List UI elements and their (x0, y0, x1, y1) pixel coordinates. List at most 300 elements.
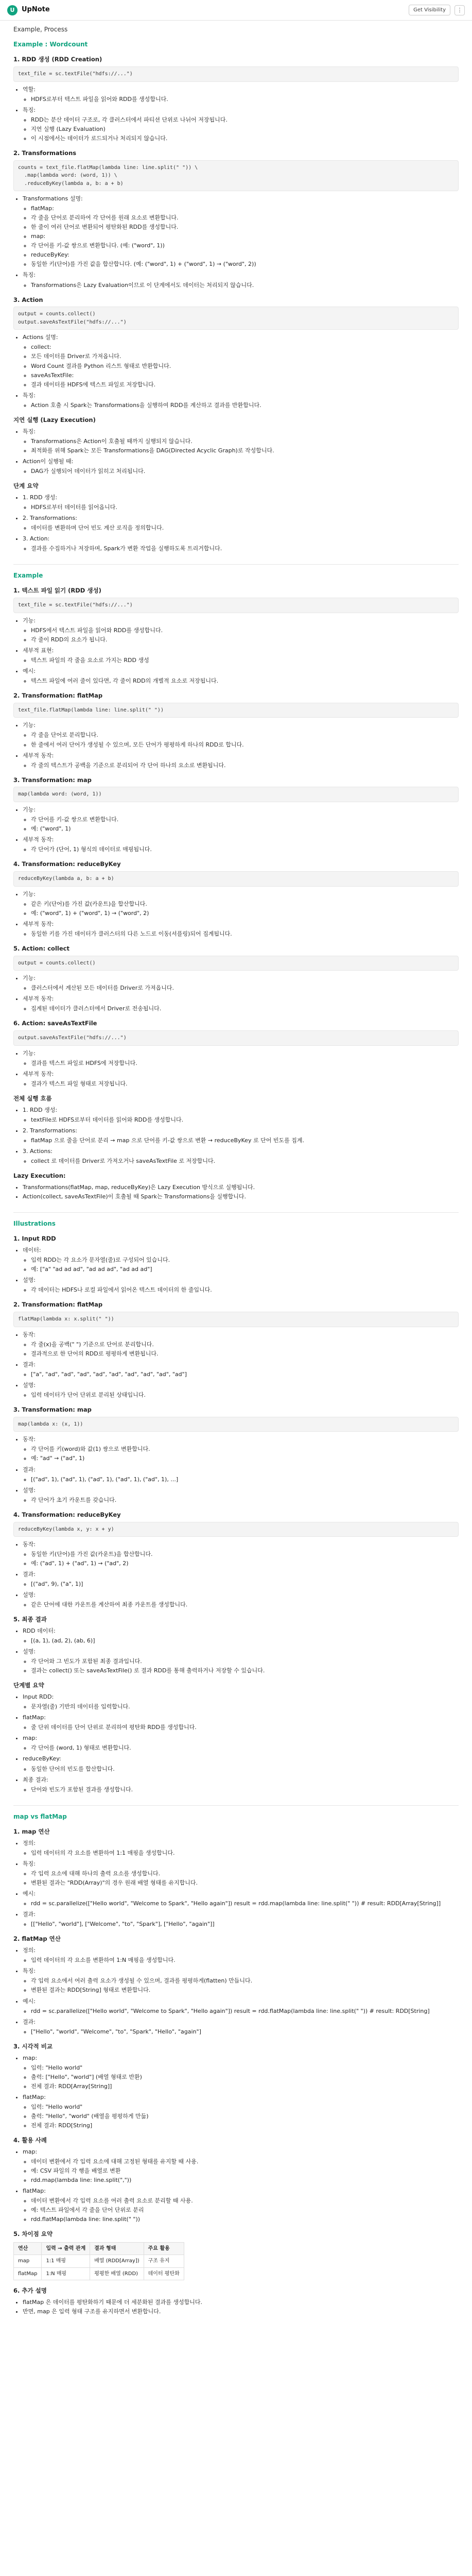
table-cell: 데이터 평탄화 (144, 2267, 184, 2280)
list-item-label: map: (23, 2148, 38, 2155)
section-divider (13, 564, 459, 565)
sub-list-item: ◦ 결과를 텍스트 파일로 HDFS에 저장합니다. (31, 1059, 459, 1067)
list-item (23, 1381, 459, 1399)
list-item-label: 설명: (23, 1486, 36, 1494)
sub-list-item: ◦ 한 줄이 여러 단어로 변환되어 평탄화된 RDD를 생성합니다. (31, 223, 459, 231)
sub-list-item: ◦ 최적화를 위해 Spark는 모든 Transformations을 DAG(Directed Acyclic Graph)로 작성합니다. (31, 446, 459, 455)
list-item (23, 805, 459, 833)
table-header-cell: 입력 → 출력 관계 (42, 2242, 90, 2255)
list-item (23, 1889, 459, 1908)
step-heading: 지연 실행 (Lazy Execution) (13, 416, 96, 423)
bullet-list (13, 805, 459, 854)
sub-list-item: ◦ 입력 데이터가 단어 단위로 분리된 상태입니다. (31, 1391, 459, 1399)
list-item-label: flatMap 은 데이터를 평탄화하기 때문에 더 세분화된 결과를 생성합니다. (23, 2299, 202, 2306)
step-heading: 6. 추가 설명 (13, 2287, 47, 2295)
step-heading: 3. Transformation: map (13, 1406, 92, 1414)
list-item (23, 1246, 459, 1274)
sub-list-item: ◦ 결과를 수집하거나 저장하며, Spark가 변환 작업을 실행하도록 트리거합니다. (31, 544, 459, 553)
sub-list-item: ◦ 각 줄의 텍스트가 공백을 기준으로 분리되어 각 단어 하나의 요소로 변환됩니다. (31, 761, 459, 770)
section-title: Example (13, 571, 43, 579)
sub-list (23, 1115, 459, 1124)
list-item-label: 결과: (23, 1466, 36, 1473)
sub-list (23, 1391, 459, 1399)
bullet-list (13, 1946, 459, 2036)
list-item-label: map: (23, 2054, 38, 2061)
sub-list (23, 1079, 459, 1088)
step-heading: 2. Transformation: flatMap (13, 692, 103, 700)
table-cell: 1:N 매핑 (42, 2267, 90, 2280)
bullet-list (13, 1626, 459, 1675)
sub-list-item: ◦ 각 줄을 단어로 분리하여 각 단어를 원래 요소로 변환합니다. (31, 213, 459, 222)
list-item-label: 3. Actions: (23, 1147, 53, 1155)
sub-list (23, 1496, 459, 1504)
code-block: reduceByKey(lambda x, y: x + y) (13, 1522, 459, 1537)
sub-list-item: ◦ HDFS로부터 텍스트 파일을 읽어와 RDD를 생성합니다. (31, 95, 459, 104)
sub-list (23, 815, 459, 833)
sub-list (23, 626, 459, 644)
bullet-list (13, 1106, 459, 1165)
sub-list-item: ◦ 데이터를 변환하며 단어 빈도 계산 로직을 정의합니다. (31, 523, 459, 532)
list-item (23, 2018, 459, 2036)
list-item (23, 1946, 459, 1964)
list-item (23, 1734, 459, 1752)
bullet-list (13, 616, 459, 685)
sub-list-item: ◦ flatMap 으로 줄을 단어로 분리 → map 으로 단어를 키-값 쌍으로 변환 → reduceByKey 로 단어 빈도를 집계. (31, 1136, 459, 1145)
list-item (23, 194, 459, 268)
list-item-label: RDD 데이터: (23, 1628, 56, 1635)
sub-list (23, 401, 459, 410)
section (13, 571, 459, 1206)
list-item (23, 333, 459, 388)
sub-list-item: ◦ Action 호출 시 Spark는 Transformations을 실행하여 RDD를 계산하고 결과를 반환합니다. (31, 401, 459, 410)
sub-list-item: ◦ [(a, 1), (ad, 2), (ab, 6)] (31, 1636, 459, 1645)
sub-list (23, 1869, 459, 1887)
bullet-list (13, 2054, 459, 2130)
list-item-label: 특징: (23, 106, 36, 113)
list-item (23, 1465, 459, 1484)
sub-list (23, 2196, 459, 2224)
list-item-label: 정의: (23, 1840, 36, 1847)
sub-list-item: ◦ textFile로 HDFS로부터 데이터를 읽어와 RDD를 생성합니다. (31, 1115, 459, 1124)
list-item-label: 반면, map 은 입력 형태 구조를 유지하면서 변환합니다. (23, 2308, 161, 2315)
sub-list-item: ◦ 데이터 변환에서 각 입력 요소에 대해 고정된 형태를 유지할 때 사용. (31, 2157, 459, 2166)
list-item-label: 3. Action: (23, 535, 50, 542)
list-item-label: 1. RDD 생성: (23, 1106, 58, 1113)
sub-list (23, 204, 459, 268)
step-heading: 5. 최종 결과 (13, 1616, 47, 1623)
sub-list (23, 544, 459, 553)
list-item (23, 2187, 459, 2224)
app-brand: UpNote (22, 6, 50, 14)
list-item (23, 1859, 459, 1887)
sub-list (23, 1256, 459, 1274)
sub-list-item: ◦ 결과는 collect() 또는 saveAsTextFile() 로 결과 RDD를 통해 출력하거나 저장할 수 있습니다. (31, 1666, 459, 1675)
sub-list-item: ◦ 각 단어를 키-값 쌍으로 변환합니다. (예: ("word", 1)) (31, 241, 459, 250)
sub-list (23, 1370, 459, 1379)
step-heading: 5. 차이점 요약 (13, 2230, 53, 2238)
sub-list-item: ◦ 각 단어를 키(word)와 값(1) 쌍으로 변환합니다. (31, 1445, 459, 1453)
bullet-list (13, 1049, 459, 1088)
bullet-list (13, 194, 459, 289)
sub-list-item: ◦ [("ad", 9), ("a", 1)] (31, 1580, 459, 1588)
sub-list-item: ◦ rdd.map(lambda line: line.split(",")) (31, 2176, 459, 2184)
share-button[interactable]: Get Visibility (409, 5, 450, 16)
sub-list-item: ◦ reduceByKey: (31, 250, 459, 259)
step-heading: Lazy Execution: (13, 1172, 66, 1179)
sub-list-item: ◦ 전체 결과: RDD[Array[String]] (31, 2082, 459, 2091)
sub-list (23, 1765, 459, 1773)
bullet-list (13, 974, 459, 1013)
list-item (23, 920, 459, 938)
sub-list-item: ◦ 줄 단위 데이터를 단어 단위로 분리하여 평탄화 RDD를 생성합니다. (31, 1723, 459, 1732)
code-block: map(lambda word: (word, 1)) (13, 787, 459, 802)
sub-list (23, 1636, 459, 1645)
sub-list (23, 2063, 459, 2091)
sub-list-item: ◦ 각 입력 요소에서 여러 출력 요소가 생성될 수 있으며, 결과를 평평하게(flatten) 만듭니다. (31, 1976, 459, 1985)
list-item (23, 1570, 459, 1588)
list-item (23, 1106, 459, 1124)
step-heading: 5. Action: collect (13, 944, 69, 952)
table-cell: 1:1 매핑 (42, 2255, 90, 2268)
sub-list-item: ◦ DAG가 실행되어 데이터가 읽히고 처리됩니다. (31, 467, 459, 476)
sub-list (23, 115, 459, 143)
sub-list-item: ◦ 변환된 결과는 "RDD(Array)"의 경우 원래 배열 형태를 유지합니다. (31, 1878, 459, 1887)
list-item (23, 721, 459, 749)
step-heading: 단계별 요약 (13, 1682, 44, 1689)
note-content (0, 21, 472, 2331)
list-item (23, 667, 459, 685)
sub-list-item: ◦ 같은 단어에 대한 카운트를 계산하여 최종 카운트를 생성합니다. (31, 1600, 459, 1609)
sub-list-item: ◦ saveAsTextFile: (31, 371, 459, 380)
list-item (23, 1692, 459, 1711)
comparison-table (13, 2242, 184, 2281)
list-item-label: 예시: (23, 1997, 36, 2005)
page-title: Example, Process (13, 26, 68, 33)
list-item (23, 85, 459, 104)
sub-list-item: ◦ 결과 데이터를 HDFS에 텍스트 파일로 저장합니다. (31, 380, 459, 389)
sub-list-item: ◦ 예: ("word", 1) + ("word", 1) → ("word", 2) (31, 909, 459, 918)
list-item (23, 1754, 459, 1773)
sub-list-item: ◦ 입력 RDD는 각 요소가 문자열(줄)로 구성되어 있습니다. (31, 1256, 459, 1264)
list-item (23, 1839, 459, 1857)
bullet-list (13, 1246, 459, 1294)
list-item (23, 1192, 459, 1201)
list-item-label: 데이터: (23, 1247, 41, 1254)
bullet-list (13, 2147, 459, 2224)
more-icon[interactable]: ⋮ (454, 5, 465, 15)
sub-list (23, 281, 459, 290)
bullet-list (13, 1692, 459, 1793)
sub-list (23, 1580, 459, 1588)
list-item (23, 1276, 459, 1294)
code-block: text_file = sc.textFile("hdfs://...") (13, 598, 459, 613)
list-item (23, 1647, 459, 1675)
list-item (23, 1126, 459, 1145)
table-header-cell: 주요 활용 (144, 2242, 184, 2255)
code-block: output = counts.collect() (13, 956, 459, 971)
sub-list-item: ◦ Transformations은 Lazy Evaluation이므로 이 단계에서도 데이터는 처리되지 않습니다. (31, 281, 459, 290)
sub-list-item: ◦ 변환된 결과는 RDD[String] 형태로 변환합니다. (31, 1986, 459, 1994)
sub-list (23, 523, 459, 532)
list-item-label: 결과: (23, 1571, 36, 1578)
list-item-label: 예시: (23, 668, 36, 675)
sub-list-item: ◦ 동일한 키를 가진 데이터가 클러스터의 다른 노드로 이동(셔플링)되어 집계됩니다. (31, 929, 459, 938)
list-item (23, 1049, 459, 1067)
list-item (23, 457, 459, 476)
sub-list-item: ◦ RDD는 분산 데이터 구조로, 각 클러스터에서 파티션 단위로 나뉘어 저장됩니다. (31, 115, 459, 124)
list-item-label: flatMap: (23, 1714, 46, 1721)
sub-list (23, 2027, 459, 2036)
sub-list (23, 900, 459, 918)
bullet-list (13, 1540, 459, 1609)
bullet-list (13, 1330, 459, 1399)
list-item-label: 1. RDD 생성: (23, 494, 58, 501)
bullet-list (13, 1839, 459, 1928)
bullet-list (13, 493, 459, 553)
code-block: output = counts.collect() output.saveAsTextFile("hdfs://...") (13, 307, 459, 330)
sub-list-item: ◦ rdd = sc.parallelize(["Hello world", "Welcome to Spark", "Hello again"]) result = rdd.flatMap(lambda line: line.split(" ")) # result: RDD[String] (31, 2007, 459, 2015)
sub-list (23, 984, 459, 992)
step-heading: 4. Transformation: reduceByKey (13, 860, 121, 868)
step-heading: 4. 활용 사례 (13, 2136, 47, 2144)
sub-list (23, 95, 459, 104)
step-heading: 2. flatMap 연산 (13, 1935, 61, 1943)
list-item (23, 1910, 459, 1928)
sub-list-item: ◦ 문자열(줄) 기반의 데이터를 입력합니다. (31, 1702, 459, 1711)
sub-list (23, 1285, 459, 1294)
step-heading: 3. Action (13, 296, 43, 303)
sub-list (23, 1743, 459, 1752)
section (13, 1219, 459, 1799)
sub-list-item: ◦ rdd.flatMap(lambda line: line.split(" ")) (31, 2215, 459, 2224)
section-title: Example : Wordcount (13, 40, 88, 48)
list-item-label: flatMap: (23, 2093, 46, 2100)
list-item-label: 설명: (23, 1277, 36, 1284)
sub-list (23, 503, 459, 512)
bullet-list (13, 1435, 459, 1504)
sub-list-item: ◦ 입력: "Hello world" (31, 2103, 459, 2111)
list-item (23, 1713, 459, 1732)
list-item-label: Transformations 설명: (23, 195, 83, 202)
sub-list (23, 1600, 459, 1609)
sub-list (23, 1920, 459, 1928)
table-header-row (14, 2242, 184, 2255)
list-item-label: 세부적 동작: (23, 995, 54, 1003)
sub-list-item: ◦ 집계된 데이터가 클러스터에서 Driver로 전송됩니다. (31, 1004, 459, 1013)
bullet-list (13, 333, 459, 409)
step-heading: 1. RDD 생성 (RDD Creation) (13, 56, 102, 63)
sub-list-item: ◦ Word Count 결과를 Python 리스트 형태로 반환합니다. (31, 362, 459, 370)
list-item (23, 1183, 459, 1192)
code-block: reduceByKey(lambda a, b: a + b) (13, 871, 459, 887)
list-item-label: 동작: (23, 1331, 36, 1338)
sub-list-item: ◦ flatMap: (31, 204, 459, 213)
list-item-label: 특징: (23, 1968, 36, 1975)
sub-list (23, 437, 459, 455)
sub-list-item: ◦ 각 입력 요소에 대해 하나의 출력 요소를 생성합니다. (31, 1869, 459, 1878)
sub-list (23, 467, 459, 476)
sub-list (23, 1849, 459, 1857)
list-item-label: 세부적 동작: (23, 1070, 54, 1077)
table-header-cell: 결과 형태 (90, 2242, 144, 2255)
step-heading: 1. Input RDD (13, 1235, 56, 1243)
table-cell: flatMap (14, 2267, 42, 2280)
sub-list (23, 1004, 459, 1013)
sub-list-item: ◦ 동일한 키(단어)를 가진 값(카운트)을 합산합니다. (31, 1550, 459, 1558)
list-item-label: 역할: (23, 86, 36, 93)
bullet-list (13, 2298, 459, 2316)
sub-list-item: ◦ 결과적으로 한 단어의 RDD로 평평하게 변환됩니다. (31, 1349, 459, 1358)
list-item (23, 1330, 459, 1358)
list-item-label: 예시: (23, 1890, 36, 1897)
sub-list-item: ◦ 한 줄에서 여러 단어가 생성될 수 있으며, 모든 단어가 평평하게 하나의 RDD로 합니다. (31, 740, 459, 749)
list-item-label: 2. Transformations: (23, 1127, 77, 1134)
list-item (23, 2054, 459, 2091)
sub-list-item: ◦ 데이터 변환에서 각 입력 요소를 여러 출력 요소로 분리할 때 사용. (31, 2196, 459, 2205)
sub-list (23, 1785, 459, 1794)
bullet-list (13, 85, 459, 143)
section (13, 1812, 459, 2321)
step-heading: 1. 텍스트 파일 읽기 (RDD 생성) (13, 587, 101, 595)
sub-list-item: ◦ collect 로 데이터를 Driver로 가져오거나 saveAsTextFile 로 저장합니다. (31, 1157, 459, 1165)
sub-list-item: ◦ map: (31, 232, 459, 241)
sections-container (13, 40, 459, 2321)
list-item (23, 2307, 459, 2316)
table-cell: 평평한 배열 (RDD) (90, 2267, 144, 2280)
code-block: flatMap(lambda x: x.split(" ")) (13, 1312, 459, 1327)
list-item-label: 정의: (23, 1947, 36, 1954)
list-item-label: 특징: (23, 428, 36, 435)
table-cell: map (14, 2255, 42, 2268)
step-heading: 4. Transformation: reduceByKey (13, 1511, 121, 1518)
list-item-label: 2. Transformations: (23, 514, 77, 521)
list-item-label: 설명: (23, 1591, 36, 1599)
list-item-label: 기능: (23, 722, 36, 729)
sub-list (23, 1059, 459, 1067)
sub-list (23, 1899, 459, 1908)
table-cell: 배열 (RDD[Array]) (90, 2255, 144, 2268)
sub-list-item: ◦ 예: CSV 파일의 각 행을 배열로 변환 (31, 2166, 459, 2175)
code-block: text_file.flatMap(lambda line: line.split(" ")) (13, 703, 459, 718)
list-item-label: 설명: (23, 1381, 36, 1388)
section (13, 40, 459, 558)
list-item (23, 1435, 459, 1463)
sub-list-item: ◦ 입력 데이터의 각 요소를 변환하여 1:1 매핑을 생성합니다. (31, 1849, 459, 1857)
sub-list-item: ◦ 각 단어를 (word, 1) 형태로 변환합니다. (31, 1743, 459, 1752)
sub-list (23, 2007, 459, 2015)
sub-list-item: ◦ 예: ["a" "ad ad ad", "ad ad ad", "ad ad ad"] (31, 1265, 459, 1274)
bullet-list (13, 1183, 459, 1201)
list-item-label: 세부적 동작: (23, 920, 54, 927)
list-item (23, 1540, 459, 1568)
list-item-label: 설명: (23, 1648, 36, 1655)
sub-list (23, 761, 459, 770)
step-heading: 2. Transformations (13, 149, 77, 157)
app-logo-icon: U (7, 5, 18, 15)
list-item (23, 2298, 459, 2307)
sub-list-item: ◦ 동일한 단어의 빈도를 합산합니다. (31, 1765, 459, 1773)
sub-list-item: ◦ 지연 실행 (Lazy Evaluation) (31, 125, 459, 133)
sub-list (23, 731, 459, 749)
list-item-label: 동작: (23, 1541, 36, 1548)
code-block: counts = text_file.flatMap(lambda line: line.split(" ")) \ .map(lambda word: (word, 1)) \ .reduceByKey(lambda a, b: a + b) (13, 160, 459, 192)
list-item (23, 2147, 459, 2184)
list-item-label: Actions 설명: (23, 334, 58, 341)
list-item (23, 1486, 459, 1504)
step-heading: 2. Transformation: flatMap (13, 1301, 103, 1309)
sub-list-item: ◦ 각 줄이 RDD의 요소가 됩니다. (31, 635, 459, 644)
sub-list-item: ◦ 각 단어가 (단어, 1) 형식의 데이터로 매핑됩니다. (31, 845, 459, 854)
list-item-label: reduceByKey: (23, 1755, 61, 1762)
list-item-label: 최종 결과: (23, 1776, 48, 1783)
sub-list-item: ◦ 단어와 빈도가 포함된 결과를 생성합니다. (31, 1785, 459, 1794)
list-item-label: 결과: (23, 1911, 36, 1918)
table-cell: 구조 유지 (144, 2255, 184, 2268)
list-item-label: 특징: (23, 272, 36, 279)
list-item (23, 1360, 459, 1379)
sub-list-item: ◦ [("ad", 1), ("ad", 1), ("ad", 1), ("ad", 1), ("ad", 1), ...] (31, 1475, 459, 1484)
list-item-label: 동작: (23, 1436, 36, 1443)
sub-list-item: ◦ 동일한 키(단어)를 가진 값을 합산합니다. (예: ("word", 1) + ("word", 1) → ("word", 2)) (31, 260, 459, 268)
sub-list-item: ◦ 모든 데이터를 Driver로 가져옵니다. (31, 352, 459, 361)
sub-list-item: ◦ 입력: "Hello world" (31, 2063, 459, 2072)
code-block: map(lambda x: (x, 1)) (13, 1417, 459, 1432)
step-heading: 6. Action: saveAsTextFile (13, 1020, 97, 1027)
list-item-label: 특징: (23, 1860, 36, 1868)
list-item (23, 751, 459, 770)
sub-list-item: ◦ [["Hello", "world"], ["Welcome", "to", "Spark"], ["Hello", "again"]] (31, 1920, 459, 1928)
table-row (14, 2267, 184, 2280)
sub-list-item: ◦ ["Hello", "world", "Welcome", "to", "Spark", "Hello", "again"] (31, 2027, 459, 2036)
list-item (23, 514, 459, 532)
list-item-label: 기능: (23, 806, 36, 813)
sub-list-item: ◦ collect: (31, 343, 459, 351)
list-item-label: 세부적 동작: (23, 836, 54, 843)
sub-list-item: ◦ 각 줄(x)을 공백(" ") 기준으로 단어로 분리합니다. (31, 1340, 459, 1349)
list-item (23, 1775, 459, 1794)
sub-list-item: ◦ 각 데이터는 HDFS나 로컬 파일에서 읽어온 텍스트 데이터의 한 줄입니다. (31, 1285, 459, 1294)
list-item-label: 세부적 동작: (23, 752, 54, 759)
list-item (23, 106, 459, 143)
list-item (23, 2093, 459, 2130)
list-item-label: 기능: (23, 890, 36, 897)
sub-list (23, 2157, 459, 2184)
sub-list (23, 929, 459, 938)
list-item-label: 결과: (23, 2018, 36, 2025)
sub-list (23, 1340, 459, 1358)
list-item (23, 1070, 459, 1088)
sub-list (23, 1657, 459, 1675)
list-item (23, 974, 459, 992)
sub-list-item: ◦ 각 단어가 초기 카운트를 갖습니다. (31, 1496, 459, 1504)
table-row (14, 2255, 184, 2268)
list-item-label: Transformations(flatMap, map, reduceByKey)은 Lazy Execution 방식으로 실행됩니다. (23, 1183, 255, 1191)
sub-list-item: ◦ 각 단어를 키-값 쌍으로 변환합니다. (31, 815, 459, 824)
sub-list-item: ◦ 텍스트 파일의 각 줄을 요소로 가지는 RDD 생성 (31, 656, 459, 665)
table-header-cell: 연산 (14, 2242, 42, 2255)
list-item-label: flatMap: (23, 2187, 46, 2194)
sub-list-item: ◦ 결과가 텍스트 파일 형태로 저장됩니다. (31, 1079, 459, 1088)
list-item (23, 646, 459, 665)
sub-list (23, 1445, 459, 1463)
list-item-label: map: (23, 1735, 38, 1742)
list-item-label: 세부적 표현: (23, 647, 54, 654)
step-heading: 단계 요약 (13, 482, 39, 489)
list-item (23, 270, 459, 289)
sub-list (23, 676, 459, 685)
sub-list-item: ◦ 각 줄을 단어로 분리합니다. (31, 731, 459, 739)
sub-list (23, 1723, 459, 1732)
